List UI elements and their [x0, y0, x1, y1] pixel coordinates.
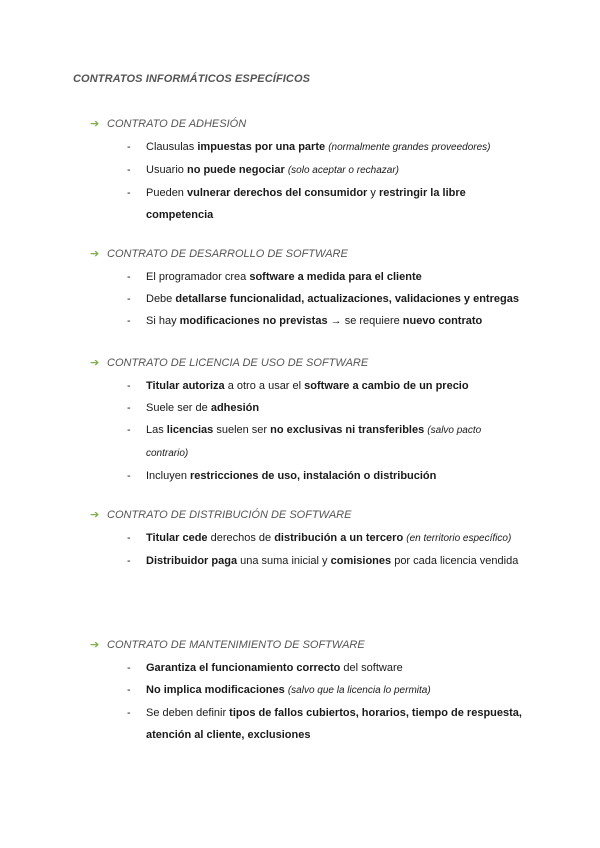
list-item [90, 527, 526, 550]
plain-text: y [367, 187, 379, 199]
dash-bullet: - [127, 470, 131, 482]
bold-text: Garantiza el funcionamiento correcto [146, 662, 341, 674]
plain-text: Pueden [146, 187, 187, 199]
bold-text: no exclusivas ni transferibles [270, 424, 425, 436]
list-item [90, 182, 526, 226]
plain-text: derechos de [207, 532, 275, 544]
section-title: CONTRATO DE ADHESIÓN [107, 118, 247, 130]
bold-text: distribución a un tercero [274, 532, 404, 544]
section-contrato-desarrollo [90, 246, 540, 332]
bold-text: detallarse funcionalidad, actualizaciones, validaciones y entregas [175, 293, 519, 305]
dash-bullet: - [127, 187, 131, 199]
bold-text: Titular autoriza [146, 380, 225, 392]
plain-text: Suele ser de [146, 402, 211, 414]
list-item [90, 310, 526, 332]
bold-text: nuevo contrato [402, 315, 483, 327]
dash-bullet: - [127, 164, 131, 176]
bold-text: adhesión [210, 402, 260, 414]
bold-text: restricciones de uso, instalación o distribución [190, 470, 437, 482]
plain-text: → se requiere [327, 315, 403, 327]
document-title: CONTRATOS INFORMÁTICOS ESPECÍFICOS [73, 73, 311, 85]
bold-text: No implica modificaciones [146, 684, 285, 696]
bold-text: restringir la libre competencia [146, 187, 466, 221]
section-heading [90, 507, 540, 523]
italic-note: (solo aceptar o rechazar) [287, 165, 399, 176]
plain-text: a otro a usar el [224, 380, 305, 392]
list-item [90, 266, 526, 288]
plain-text: una suma inicial y [237, 555, 331, 567]
bold-text: modificaciones no previstas [179, 315, 328, 327]
dash-bullet: - [127, 271, 131, 283]
dash-bullet: - [127, 293, 131, 305]
bold-text: no puede negociar [186, 164, 285, 176]
section-title: CONTRATO DE DISTRIBUCIÓN DE SOFTWARE [107, 509, 352, 521]
list-item [90, 465, 526, 487]
arrow-right-icon: ➔ [90, 509, 100, 521]
dash-bullet: - [127, 555, 131, 567]
list-item [90, 419, 526, 465]
plain-text: Si hay [146, 315, 180, 327]
arrow-right-icon: ➔ [90, 639, 100, 651]
dash-bullet: - [127, 402, 131, 414]
bold-text: software a cambio de un precio [304, 380, 469, 392]
dash-bullet: - [127, 141, 131, 153]
section-title: CONTRATO DE DESARROLLO DE SOFTWARE [107, 248, 348, 260]
section-contrato-mantenimiento [90, 637, 540, 746]
bullet-list [90, 266, 540, 332]
bold-text: Distribuidor paga [146, 555, 238, 567]
list-item [90, 657, 526, 679]
list-item [90, 550, 526, 572]
section-title: CONTRATO DE MANTENIMIENTO DE SOFTWARE [107, 639, 365, 651]
section-heading [90, 637, 540, 653]
bold-text: vulnerar derechos del consumidor [186, 187, 368, 199]
list-item [90, 288, 526, 310]
section-contrato-distribucion [90, 507, 540, 572]
list-item [90, 397, 526, 419]
italic-note: (normalmente grandes proveedores) [328, 142, 491, 153]
section-heading [90, 355, 540, 371]
dash-bullet: - [127, 424, 131, 436]
dash-bullet: - [127, 315, 131, 327]
arrow-right-icon: ➔ [90, 357, 100, 369]
arrow-right-icon: ➔ [90, 118, 100, 130]
plain-text: El programador crea [146, 271, 250, 283]
dash-bullet: - [127, 707, 131, 719]
bold-text: impuestas por una parte [197, 141, 326, 153]
list-item [90, 679, 526, 702]
bold-text: licencias [166, 424, 214, 436]
section-title: CONTRATO DE LICENCIA DE USO DE SOFTWARE [107, 357, 369, 369]
section-heading [90, 246, 540, 262]
bold-text: Titular cede [146, 532, 208, 544]
plain-text: Clausulas [146, 141, 198, 153]
bullet-list [90, 657, 540, 746]
bullet-list [90, 527, 540, 572]
plain-text: Se deben definir [146, 707, 230, 719]
plain-text: por cada licencia vendida [391, 555, 519, 567]
plain-text: Usuario [146, 164, 187, 176]
list-item [90, 702, 526, 746]
italic-note: (salvo que la licencia lo permita) [287, 685, 431, 696]
dash-bullet: - [127, 532, 131, 544]
plain-text: del software [340, 662, 403, 674]
plain-text: Incluyen [146, 470, 191, 482]
list-item [90, 375, 526, 397]
italic-note: (en territorio específico) [406, 533, 512, 544]
list-item [90, 159, 526, 182]
bullet-list [90, 375, 540, 487]
arrow-right-icon: ➔ [90, 248, 100, 260]
section-contrato-adhesion [90, 116, 540, 226]
plain-text: Las [146, 424, 167, 436]
bold-text: comisiones [330, 555, 392, 567]
bold-text: software a medida para el cliente [249, 271, 422, 283]
list-item [90, 136, 526, 159]
italic-note: (salvo pacto contrario) [146, 425, 482, 459]
bullet-list [90, 136, 540, 226]
bold-text: tipos de fallos cubiertos, horarios, tiempo de respuesta, atención al cliente, exclusiones [146, 707, 522, 741]
section-heading [90, 116, 540, 132]
dash-bullet: - [127, 684, 131, 696]
dash-bullet: - [127, 662, 131, 674]
plain-text: suelen ser [213, 424, 271, 436]
dash-bullet: - [127, 380, 131, 392]
section-contrato-licencia [90, 355, 540, 487]
plain-text: Debe [146, 293, 176, 305]
